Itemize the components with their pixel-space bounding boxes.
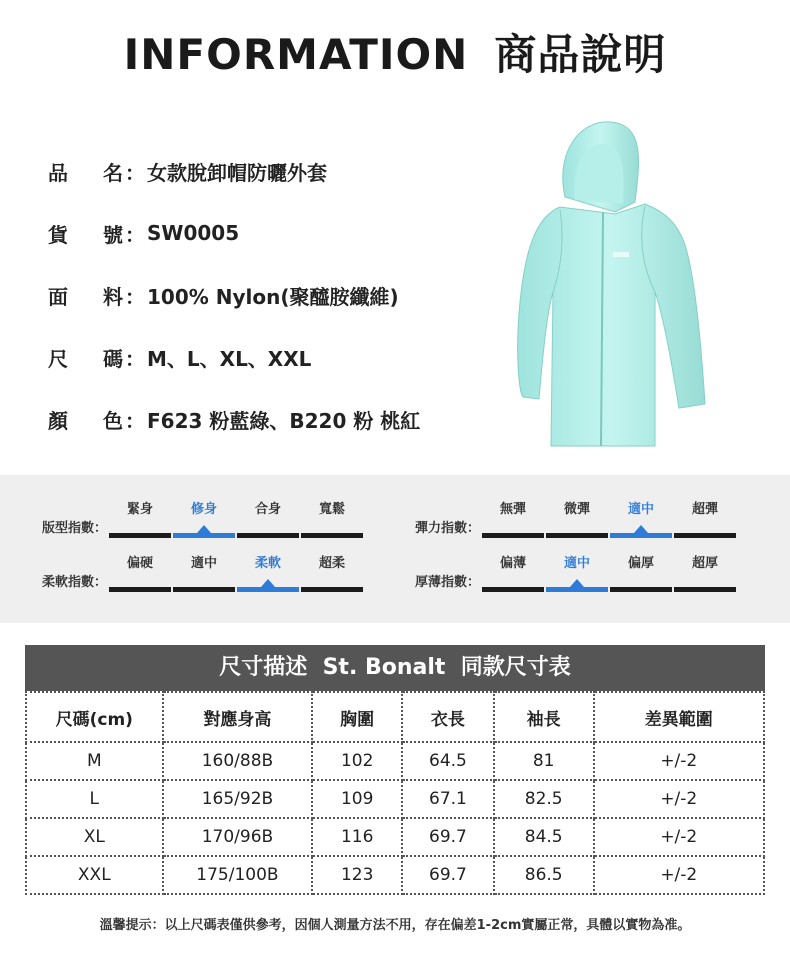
selected-marker-icon	[197, 525, 211, 533]
info-key: 尺	[48, 346, 68, 371]
table-cell: L	[26, 780, 163, 818]
table-cell: 170/96B	[163, 818, 313, 856]
info-row-colors	[48, 388, 420, 450]
info-colon: ：	[125, 346, 145, 371]
option-label: 柔軟	[255, 556, 282, 571]
option-label: 寬鬆	[319, 502, 346, 517]
table-cell: +/-2	[594, 818, 764, 856]
column-header: 差異範圍	[594, 692, 764, 742]
option-bar	[173, 587, 235, 592]
option-label: 合身	[255, 502, 282, 517]
fit-option	[237, 498, 299, 538]
option-label: 微彈	[564, 502, 591, 517]
table-cell: 64.5	[402, 742, 494, 780]
info-row-name	[48, 140, 420, 202]
title-cn: 商品說明	[494, 30, 667, 79]
info-row-sizes	[48, 326, 420, 388]
table-row	[26, 856, 764, 894]
info-colon: ：	[125, 222, 145, 247]
table-row	[26, 780, 764, 818]
option-label: 修身	[191, 502, 218, 517]
table-cell: 84.5	[494, 818, 594, 856]
fit-index	[42, 498, 365, 538]
option-label: 偏硬	[127, 556, 154, 571]
table-cell: 123	[312, 856, 402, 894]
info-key: 號	[103, 222, 123, 247]
thickness-option	[674, 552, 736, 592]
soft-option	[173, 552, 235, 592]
column-header: 袖長	[494, 692, 594, 742]
elastic-option	[674, 498, 736, 538]
option-label: 超柔	[319, 556, 346, 571]
table-cell: 109	[312, 780, 402, 818]
table-cell: M	[26, 742, 163, 780]
table-row	[26, 742, 764, 780]
table-cell: XXL	[26, 856, 163, 894]
option-label: 超彈	[692, 502, 719, 517]
option-bar	[546, 587, 608, 592]
soft-option	[109, 552, 171, 592]
option-bar	[301, 533, 363, 538]
fit-option	[301, 498, 363, 538]
info-value: 100% Nylon(聚醯胺纖維)	[147, 284, 399, 309]
fit-option-selected	[173, 498, 235, 538]
thickness-index-label: 厚薄指數：	[415, 575, 481, 590]
option-label: 偏厚	[628, 556, 655, 571]
table-cell: XL	[26, 818, 163, 856]
soft-index-label: 柔軟指數：	[42, 575, 108, 590]
size-note: 溫馨提示：以上尺碼表僅供參考，因個人測量方法不用，存在偏差1-2cm實屬正常，具體以實物為准。	[99, 918, 691, 933]
info-colon: ：	[125, 284, 145, 309]
selected-marker-icon	[570, 579, 584, 587]
info-colon: ：	[125, 160, 145, 185]
selected-marker-icon	[634, 525, 648, 533]
info-row-sku	[48, 202, 420, 264]
info-key: 碼	[103, 346, 123, 371]
elastic-index	[415, 498, 738, 538]
column-header: 尺碼(cm)	[26, 692, 163, 742]
option-bar	[610, 533, 672, 538]
table-cell: +/-2	[594, 742, 764, 780]
table-cell: 81	[494, 742, 594, 780]
table-cell: 86.5	[494, 856, 594, 894]
table-cell: 69.7	[402, 818, 494, 856]
size-table-heading: 尺寸描述 St. Bonalt 同款尺寸表	[25, 645, 765, 691]
elastic-option-selected	[610, 498, 672, 538]
table-cell: 69.7	[402, 856, 494, 894]
info-key: 色	[103, 408, 123, 433]
thickness-option	[482, 552, 544, 592]
option-bar	[610, 587, 672, 592]
option-label: 適中	[564, 556, 591, 571]
option-bar	[482, 587, 544, 592]
elastic-option	[546, 498, 608, 538]
thickness-index	[415, 552, 738, 592]
table-cell: 67.1	[402, 780, 494, 818]
title-en: INFORMATION	[123, 30, 469, 79]
column-header: 對應身高	[163, 692, 313, 742]
info-colon: ：	[125, 408, 145, 433]
info-value: 女款脫卸帽防曬外套	[147, 160, 327, 185]
info-row-material	[48, 264, 420, 326]
option-bar	[301, 587, 363, 592]
elastic-index-label: 彈力指數：	[415, 521, 481, 536]
table-cell: +/-2	[594, 856, 764, 894]
option-bar	[109, 533, 171, 538]
fit-option	[109, 498, 171, 538]
jacket-icon	[505, 112, 725, 450]
option-bar	[482, 533, 544, 538]
selected-marker-icon	[261, 579, 275, 587]
option-label: 適中	[628, 502, 655, 517]
info-key: 貨	[48, 222, 68, 247]
table-cell: +/-2	[594, 780, 764, 818]
table-cell: 175/100B	[163, 856, 313, 894]
option-label: 偏薄	[500, 556, 527, 571]
info-value: M、L、XL、XXL	[147, 346, 312, 371]
option-label: 超厚	[692, 556, 719, 571]
thickness-option-selected	[546, 552, 608, 592]
soft-index	[42, 552, 365, 592]
option-bar	[674, 587, 736, 592]
thickness-option	[610, 552, 672, 592]
info-key: 料	[103, 284, 123, 309]
table-cell: 160/88B	[163, 742, 313, 780]
info-key: 面	[48, 284, 68, 309]
soft-option-selected	[237, 552, 299, 592]
option-bar	[237, 587, 299, 592]
table-cell: 116	[312, 818, 402, 856]
page-title	[0, 22, 790, 82]
option-label: 緊身	[127, 502, 154, 517]
product-info-list	[48, 140, 420, 450]
table-cell: 102	[312, 742, 402, 780]
option-bar	[546, 533, 608, 538]
column-header: 衣長	[402, 692, 494, 742]
size-table	[25, 691, 765, 895]
info-key: 顏	[48, 408, 68, 433]
info-key: 名	[103, 160, 123, 185]
option-bar	[173, 533, 235, 538]
info-key: 品	[48, 160, 68, 185]
fit-index-label: 版型指數：	[42, 521, 108, 536]
column-header: 胸圍	[312, 692, 402, 742]
option-label: 適中	[191, 556, 218, 571]
table-cell: 165/92B	[163, 780, 313, 818]
option-bar	[109, 587, 171, 592]
option-bar	[674, 533, 736, 538]
info-value: F623 粉藍綠、B220 粉 桃紅	[147, 408, 421, 433]
table-cell: 82.5	[494, 780, 594, 818]
option-label: 無彈	[500, 502, 527, 517]
option-bar	[237, 533, 299, 538]
info-value: SW0005	[147, 221, 240, 245]
table-row	[26, 818, 764, 856]
table-header-row	[26, 692, 764, 742]
elastic-option	[482, 498, 544, 538]
soft-option	[301, 552, 363, 592]
